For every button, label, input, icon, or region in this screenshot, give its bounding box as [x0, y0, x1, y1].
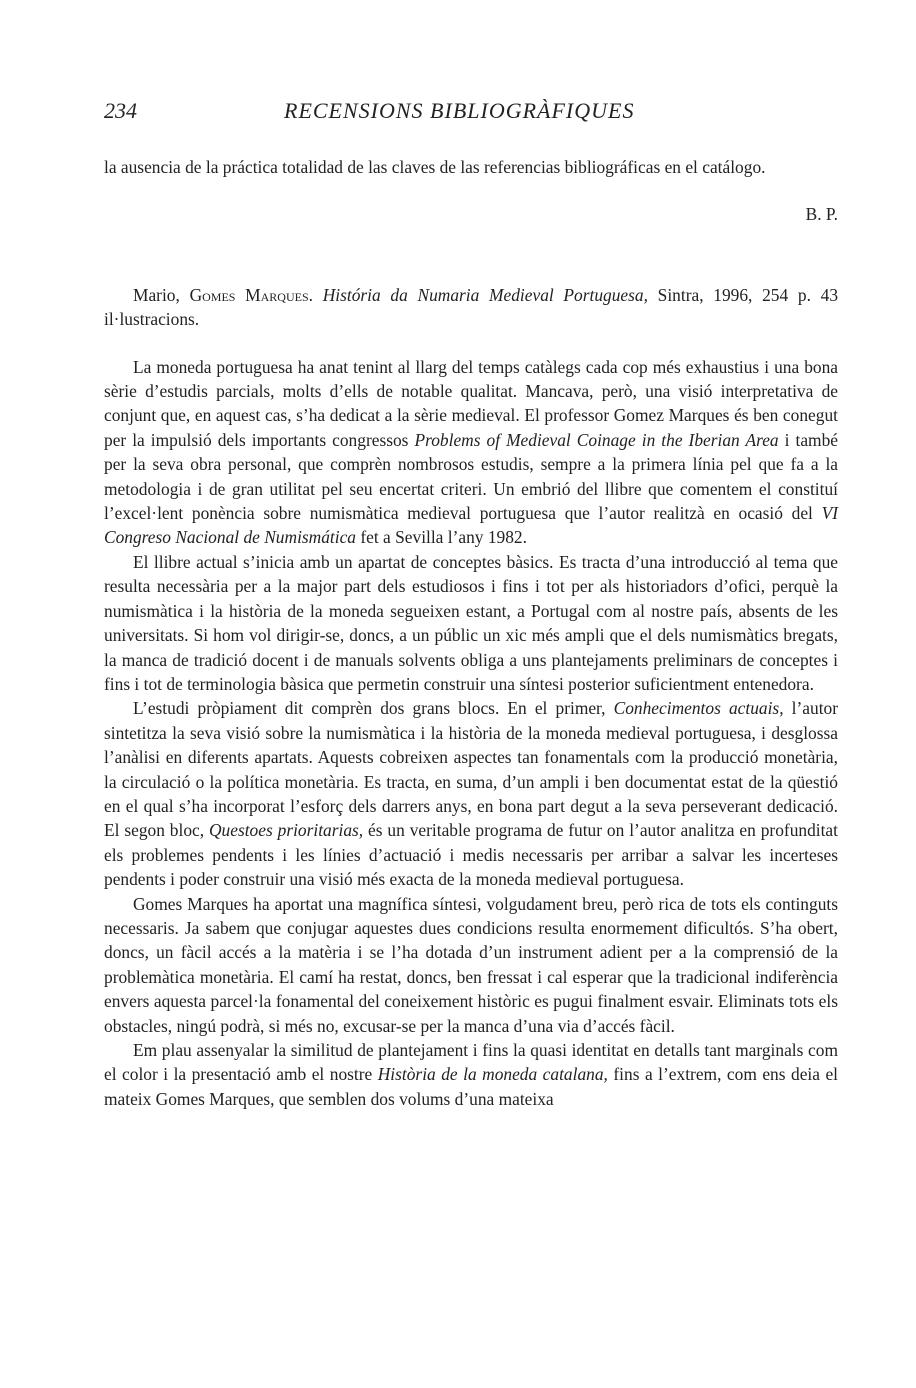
running-title: RECENSIONS BIBLIOGRÀFIQUES: [284, 98, 635, 123]
paragraph-5-book-title: Història de la moneda catalana,: [377, 1064, 608, 1085]
paragraph-3-section-title-1: Conhecimentos actuais,: [613, 698, 784, 719]
paragraph-1: [104, 355, 838, 550]
paragraph-5-text-b: fins a l’extrem, com ens deia el mateix Gomes Marques, que semblen dos volums d’una mateixa: [104, 1064, 838, 1109]
body-text: [104, 155, 838, 1111]
citation-separator: .: [308, 284, 323, 305]
citation-author-first: Mario,: [133, 284, 190, 305]
paragraph-1-congress-title: Problems of Medieval Coinage in the Iberian Area: [414, 429, 779, 450]
paragraph-4: Gomes Marques ha aportat una magnífica síntesi, volgudament breu, però rica de tots els continguts necessaris. Ja sabem que conjugar aquestes dues condicions resulta enormement dificultós. S’ha obert, doncs, un fàcil accés a la matèria i se l’ha dotada d’un instrument adient per a la comprensió de la problemàtica monetària. El camí ha restat, doncs, ben fressat i cal esperar que la tradicional indiferència envers aquesta parcel·la fonamental del coneixement històric es pugui finalment esvair. Eliminats tots els obstacles, ningú podrà, si més no, excusar-se per la manca d’una via d’accés fàcil.: [104, 893, 838, 1036]
paragraph-1-text-a: La moneda portuguesa ha anat tenint al llarg del temps catàlegs cada cop més exhaustius i una bona sèrie d’estudis parcials, molts d’ells de notable qualitat. Mancava, però, una visió interpretativa de conjunt que, en aquest cas, s’ha dedicat a la sèrie medieval. El professor Gomez Marques és ben conegut per la impulsió dels importants congressos: [104, 356, 838, 450]
paragraph-3-section-title-2: Questoes prioritarias,: [208, 820, 364, 841]
paragraph-3-text-b: l’autor sintetitza la seva visió sobre la numismàtica i la història de la moneda medieval portuguesa, i desglossa l’anàlisi en diferents apartats. Aquests cobreixen aspectes tan fonamentals com la producció monetària, la circulació o la política monetària. Es tracta, en suma, d’un ampli i ben documentat estat de la qüestió en el qual s’ha incorporat l’esforç dels darrers anys, en bona part degut a la seva perseverant dedicació. El segon bloc,: [104, 698, 839, 841]
page-header: [104, 98, 838, 128]
paragraph-3-text-c: és un veritable programa de futur on l’autor analitza en profunditat els problemes pendents i les línies d’actuació i medis necessaris per arribar a salvar les incerteses pendents i poder construir una visió més exacta de la moneda medieval portuguesa.: [104, 820, 838, 890]
paragraph-2: El llibre actual s’inicia amb un apartat de conceptes bàsics. Es tracta d’una introducció al tema que resulta necessària per a la major part dels estudiosos i fins i tot per als historiadors d’ofici, perquè la numismàtica i la història de la moneda segueixen estant, a Portugal com al nostre país, absents de les universitats. Si hom vol dirigir-se, doncs, a un públic un xic més ampli que el dels numismàtics bregats, la manca de tradició docent i de manuals solvents obliga a uns plantejaments preliminars de conceptes i fins i tot de terminologia bàsica que permetin construir una síntesi posterior suficientment entenedora.: [104, 551, 838, 694]
paragraph-3-text-a: L’estudi pròpiament dit comprèn dos grans blocs. En el primer,: [133, 698, 614, 719]
paragraph-1-congreso-title: VI Congreso Nacional de Numismática: [104, 503, 838, 548]
paragraph-3: [104, 696, 838, 891]
paragraph-5: [104, 1038, 838, 1111]
paragraph-1-text-c: fet a Sevilla l’any 1982.: [356, 527, 527, 548]
page-number: 234: [104, 98, 137, 123]
book-citation: [104, 283, 838, 332]
citation-author-last: Gomes Marques: [189, 284, 309, 305]
intro-paragraph: la ausencia de la práctica totalidad de las claves de las referencias bibliográficas en el catálogo.: [104, 157, 766, 177]
citation-details: Sintra, 1996, 254 p. 43 il·lustracions.: [104, 284, 839, 330]
paragraph-1-text-b: i també per la seva obra personal, que comprèn nombrosos estudis, sempre a la primera línia pel que fa a la metodologia i de gran utilitat pel seu encertat criteri. Un embrió del llibre que comentem el constituí l’excel·lent ponència sobre numismàtica medieval portuguesa que l’autor realitzà en ocasió del: [104, 429, 838, 524]
reviewer-signature: B. P.: [805, 204, 838, 225]
paragraph-5-text-a: Em plau assenyalar la similitud de plantejament i fins la quasi identitat en detalls tant marginals com el color i la presentació amb el nostre: [104, 1040, 838, 1085]
citation-title: História da Numaria Medieval Portuguesa,: [322, 284, 648, 305]
